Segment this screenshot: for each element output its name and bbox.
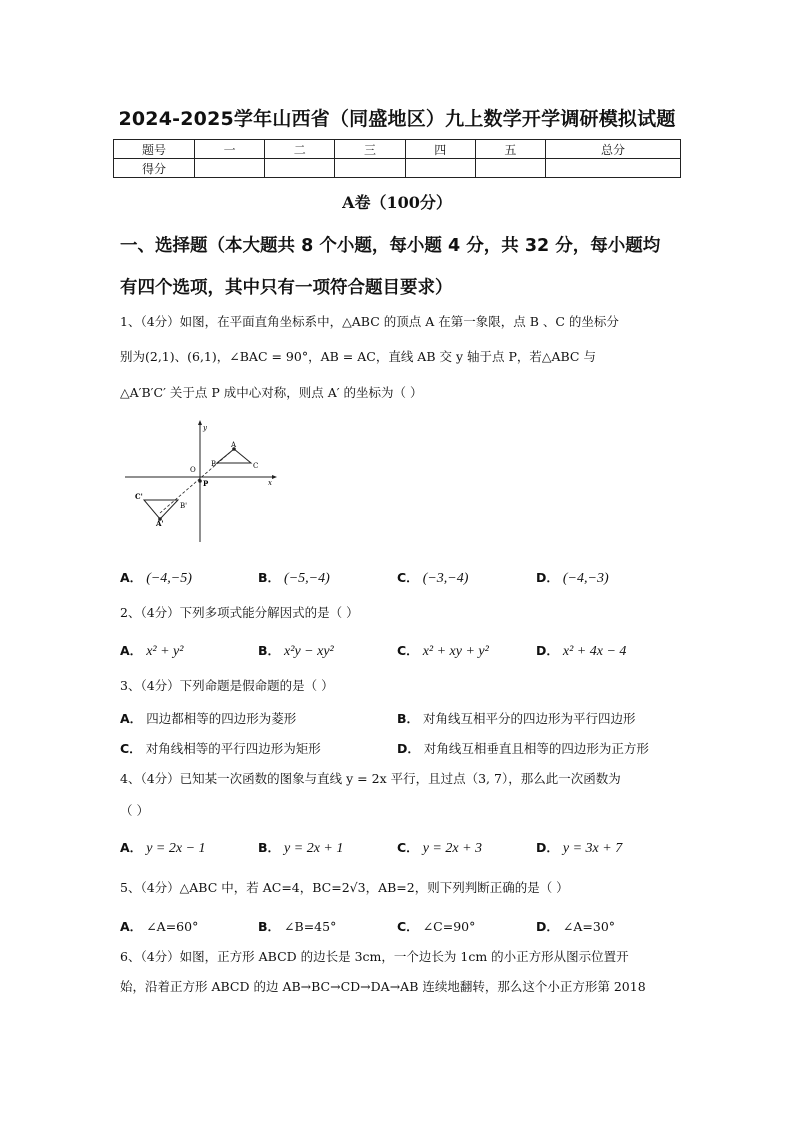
x-axis-arrow (272, 475, 277, 479)
q4-option-c (397, 838, 482, 857)
q1-option-b (258, 568, 330, 587)
option-letter: B． (258, 840, 281, 855)
q4-option-a (120, 838, 206, 857)
option-letter: D． (536, 840, 559, 855)
label-x: x (268, 479, 272, 487)
score-cell (195, 159, 265, 178)
score-table (113, 139, 681, 178)
score-header-cell: 五 (475, 140, 545, 159)
q2-stem: 2、（4分）下列多项式能分解因式的是（ ） (120, 605, 359, 620)
option-text: x²y − xy² (284, 644, 334, 659)
option-text: ∠A=60° (146, 919, 199, 934)
option-letter: A． (120, 570, 143, 585)
option-text: ∠A=30° (562, 919, 616, 934)
option-text: 四边都相等的四边形为菱形 (146, 711, 297, 726)
option-letter: A． (120, 840, 143, 855)
q2-option-a (120, 641, 183, 660)
score-cell (546, 159, 681, 178)
q1-stem-line3: △A′B′C′ 关于点 P 成中心对称，则点 A′ 的坐标为（ ） (120, 385, 423, 400)
point-p (198, 479, 202, 483)
score-cell (475, 159, 545, 178)
q5-option-a (120, 917, 198, 935)
option-letter: B． (258, 643, 281, 658)
q6-stem-line2: 始，沿着正方形 ABCD 的边 AB→BC→CD→DA→AB 连续地翻转，那么这个小正方形第 2018 (120, 979, 646, 994)
score-cell (265, 159, 335, 178)
score-cell (335, 159, 405, 178)
score-header-cell: 二 (265, 140, 335, 159)
option-letter: A． (120, 643, 143, 658)
option-text: (−5,−4) (284, 571, 330, 586)
option-text: x² + xy + y² (422, 644, 489, 659)
q5-option-d (536, 917, 615, 935)
option-letter: D． (397, 741, 420, 756)
label-c2: C' (135, 492, 143, 501)
label-o: O (190, 466, 196, 474)
option-text: (−4,−3) (562, 571, 609, 586)
label-y: y (203, 424, 207, 432)
q1-stem-line2: 别为(2,1)、(6,1)，∠BAC = 90°，AB = AC，直线 AB 交 y 轴于点 P，若△ABC 与 (120, 349, 596, 364)
score-row-label: 得分 (114, 159, 195, 178)
option-letter: C． (397, 570, 419, 585)
y-axis-arrow (198, 420, 202, 425)
option-letter: D． (536, 643, 559, 658)
option-text: 对角线互相平分的四边形为平行四边形 (423, 711, 636, 726)
score-header-cell: 一 (195, 140, 265, 159)
q1-option-c (397, 568, 468, 587)
score-header-cell: 总分 (546, 140, 681, 159)
q2-option-b (258, 641, 334, 660)
score-cell (405, 159, 475, 178)
option-letter: A． (120, 711, 143, 726)
q2-option-c (397, 641, 489, 660)
q4-stem-line2: （ ） (120, 803, 149, 818)
option-letter: D． (536, 570, 559, 585)
option-letter: D． (536, 919, 559, 934)
option-letter: C． (397, 840, 419, 855)
option-text: 对角线互相垂直且相等的四边形为正方形 (423, 741, 649, 756)
option-letter: B． (258, 570, 281, 585)
label-a2: A' (156, 519, 164, 528)
option-letter: A． (120, 919, 143, 934)
label-a: A (231, 441, 237, 449)
option-text: y = 2x + 1 (284, 841, 344, 856)
q3-option-d (397, 739, 649, 757)
option-letter: B． (258, 919, 281, 934)
page-title: 2024-2025学年山西省（同盛地区）九上数学开学调研模拟试题 (118, 108, 676, 130)
line-ab-extended (160, 449, 234, 513)
triangle-a2b2c2 (144, 500, 178, 519)
q6-stem-line1: 6、（4分）如图，正方形 ABCD 的边长是 3cm，一个边长为 1cm 的小正方形从图示位置开 (120, 949, 629, 964)
section-a-title: A卷（100分） (342, 193, 452, 212)
option-text: (−4,−5) (146, 571, 192, 586)
option-text: x² + y² (146, 644, 184, 659)
label-c: C (253, 462, 259, 470)
option-text: ∠C=90° (422, 919, 476, 934)
q5-stem: 5、（4分）△ABC 中，若 AC=4，BC=2√3，AB=2，则下列判断正确的是（ ） (120, 880, 569, 895)
q3-option-a (120, 709, 296, 727)
q1-figure (120, 418, 280, 544)
label-b2: B' (180, 502, 188, 510)
score-header-cell: 四 (405, 140, 475, 159)
q4-stem-line1: 4、（4分）已知某一次函数的图象与直线 y = 2x 平行，且过点（3, 7），那么此一次函数为 (120, 771, 621, 786)
option-text: (−3,−4) (422, 571, 469, 586)
q5-option-c (397, 917, 475, 935)
part1-heading-line1: 一、选择题（本大题共 8 个小题，每小题 4 分，共 32 分，每小题均 (120, 236, 661, 256)
option-text: ∠B=45° (284, 919, 337, 934)
option-text: y = 3x + 7 (562, 841, 623, 856)
q4-option-d (536, 838, 622, 857)
score-table-header-row (114, 140, 681, 159)
option-letter: C． (120, 741, 142, 756)
option-text: y = 2x + 3 (422, 841, 483, 856)
score-header-cell: 三 (335, 140, 405, 159)
triangle-abc (217, 449, 251, 463)
q2-option-d (536, 641, 626, 660)
option-letter: C． (397, 643, 419, 658)
q5-option-b (258, 917, 336, 935)
label-p: P (203, 479, 209, 488)
option-letter: B． (397, 711, 420, 726)
option-letter: C． (397, 919, 419, 934)
q1-option-d (536, 568, 609, 587)
option-text: y = 2x − 1 (146, 841, 206, 856)
option-text: 对角线相等的平行四边形为矩形 (145, 741, 321, 756)
q3-option-b (397, 709, 636, 727)
q1-stem-line1: 1、（4分）如图，在平面直角坐标系中，△ABC 的顶点 A 在第一象限，点 B 、C 的坐标分 (120, 314, 619, 329)
score-header-cell: 题号 (114, 140, 195, 159)
part1-heading-line2: 有四个选项，其中只有一项符合题目要求） (120, 278, 453, 298)
label-b: B (211, 460, 217, 468)
q3-option-c (120, 739, 321, 757)
q1-option-a (120, 568, 192, 587)
option-text: x² + 4x − 4 (562, 644, 627, 659)
q4-option-b (258, 838, 343, 857)
score-table-score-row (114, 159, 681, 178)
q3-stem: 3、（4分）下列命题是假命题的是（ ） (120, 678, 334, 693)
